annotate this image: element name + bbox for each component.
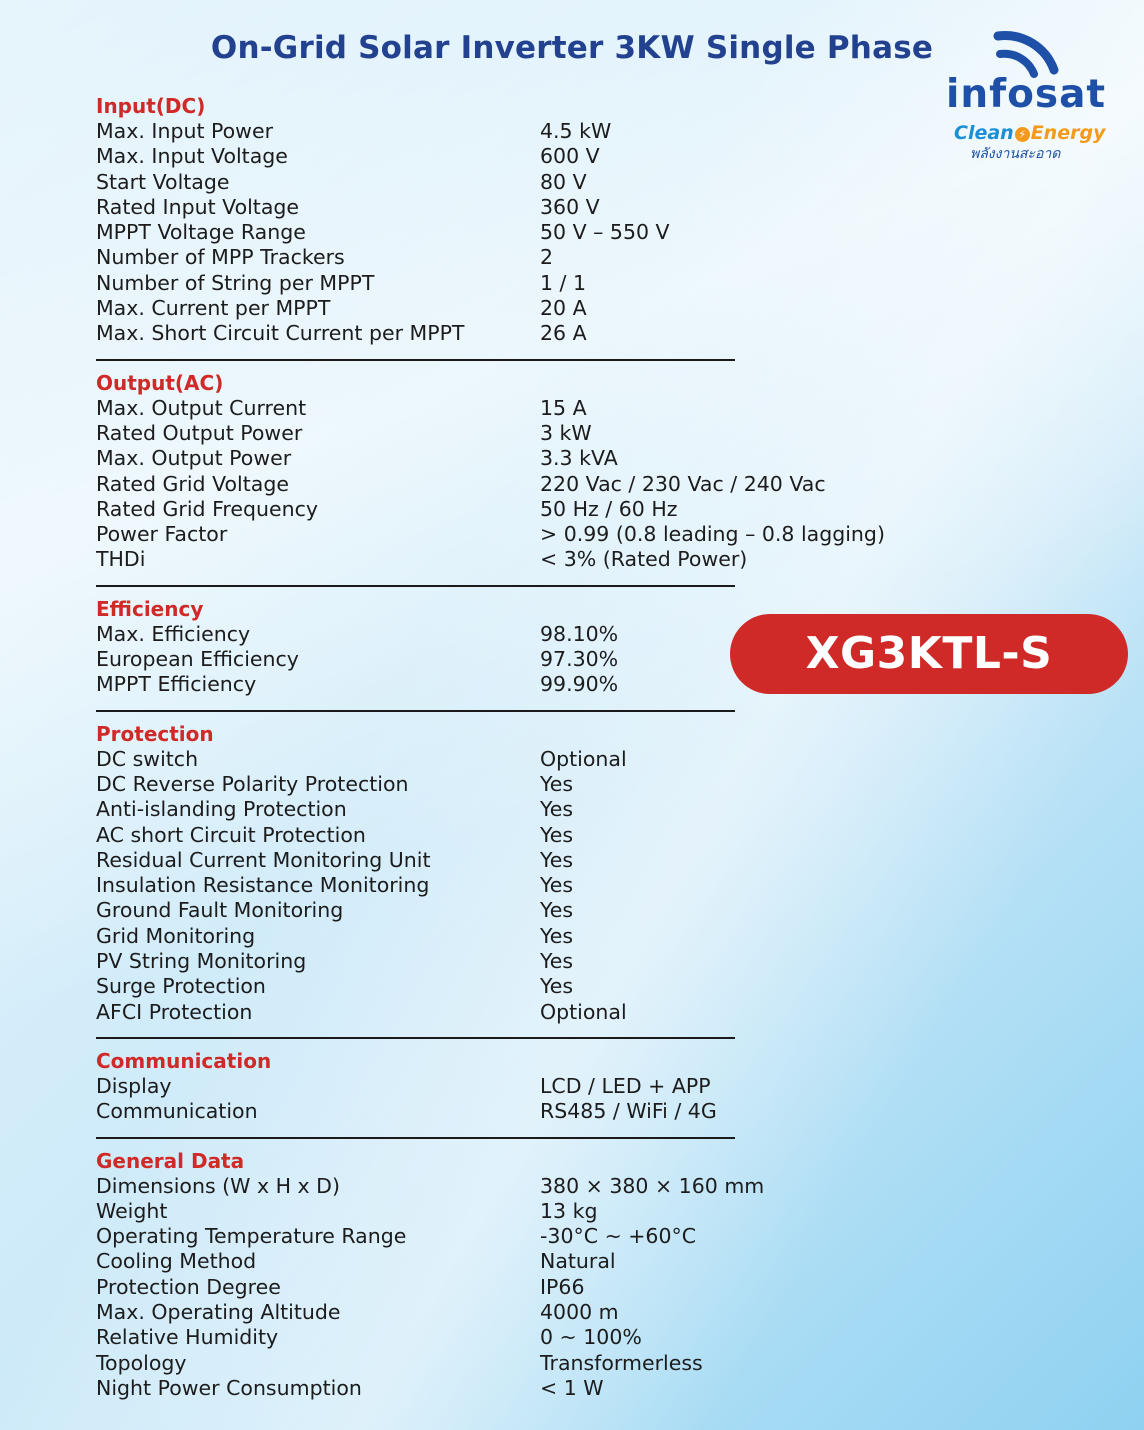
spec-label: Surge Protection <box>96 974 266 999</box>
section-title: Communication <box>96 1048 272 1073</box>
spec-label: Anti-islanding Protection <box>96 797 347 822</box>
spec-label: Number of String per MPPT <box>96 270 375 295</box>
spec-value: Yes <box>540 847 574 872</box>
section-divider <box>96 1037 735 1039</box>
spec-value: 97.30% <box>540 647 619 672</box>
spec-value: 360 V <box>540 194 600 219</box>
section-divider <box>96 1137 735 1139</box>
spec-row <box>96 497 896 522</box>
spec-value: 80 V <box>540 169 587 194</box>
spec-label: THDi <box>96 547 146 572</box>
spec-value: 380 × 380 × 160 mm <box>540 1173 765 1198</box>
spec-value: 15 A <box>540 395 587 420</box>
spec-row <box>96 472 896 497</box>
spec-label: Dimensions (W x H x D) <box>96 1173 340 1198</box>
spec-row <box>96 1099 896 1124</box>
spec-row <box>96 949 896 974</box>
spec-label: Max. Output Current <box>96 395 307 420</box>
spec-value: > 0.99 (0.8 leading – 0.8 lagging) <box>540 522 885 547</box>
spec-value: < 3% (Rated Power) <box>540 547 748 572</box>
spec-label: Display <box>96 1073 172 1098</box>
spec-row <box>96 522 896 547</box>
spec-label: DC switch <box>96 746 199 771</box>
spec-label: Operating Temperature Range <box>96 1224 407 1249</box>
spec-value: Yes <box>540 949 574 974</box>
spec-row <box>96 797 896 822</box>
spec-label: Relative Humidity <box>96 1325 279 1350</box>
spec-row <box>96 396 896 421</box>
spec-value: 20 A <box>540 296 587 321</box>
spec-label: Topology <box>96 1350 187 1375</box>
spec-label: MPPT Efficiency <box>96 672 257 697</box>
spec-label: Max. Output Power <box>96 446 292 471</box>
spec-value: IP66 <box>540 1274 585 1299</box>
logo-tagline-energy: Energy <box>1030 122 1106 144</box>
spec-value: Optional <box>540 999 627 1024</box>
spec-label: Number of MPP Trackers <box>96 245 345 270</box>
spec-row <box>96 1351 896 1376</box>
spec-row <box>96 144 896 169</box>
spec-value: 3.3 kVA <box>540 446 618 471</box>
spec-value: Yes <box>540 974 574 999</box>
spec-row <box>96 848 896 873</box>
spec-label: PV String Monitoring <box>96 949 307 974</box>
spec-row <box>96 547 896 572</box>
spec-value: 4.5 kW <box>540 119 612 143</box>
spec-row <box>96 1275 896 1300</box>
spec-label: Rated Grid Frequency <box>96 496 318 521</box>
spec-value: 26 A <box>540 321 587 346</box>
spec-row <box>96 898 896 923</box>
spec-value: LCD / LED + APP <box>540 1073 711 1098</box>
spec-value: 50 Hz / 60 Hz <box>540 496 678 521</box>
spec-label: DC Reverse Polarity Protection <box>96 771 409 796</box>
spec-row <box>96 1376 896 1401</box>
spec-label: Residual Current Monitoring Unit <box>96 847 431 872</box>
spec-row <box>96 220 896 245</box>
spec-section <box>96 721 896 1025</box>
spec-row <box>96 170 896 195</box>
spec-value: 3 kW <box>540 420 592 445</box>
spec-value: 50 V – 550 V <box>540 220 670 245</box>
spec-label: Weight <box>96 1198 168 1223</box>
spec-row <box>96 1199 896 1224</box>
spec-label: Max. Input Voltage <box>96 144 288 169</box>
spec-value: Transformerless <box>540 1350 703 1375</box>
logo-tagline-clean: Clean <box>954 122 1014 144</box>
spec-row <box>96 271 896 296</box>
spec-row <box>96 823 896 848</box>
spec-value: RS485 / WiFi / 4G <box>540 1099 717 1124</box>
section-title: Efficiency <box>96 596 204 621</box>
spec-value: 220 Vac / 230 Vac / 240 Vac <box>540 471 826 496</box>
spec-label: Max. Efficiency <box>96 621 251 646</box>
section-divider <box>96 359 735 361</box>
spec-row <box>96 924 896 949</box>
spec-label: Max. Short Circuit Current per MPPT <box>96 321 465 346</box>
spec-label: Rated Grid Voltage <box>96 471 289 496</box>
spec-section <box>96 1048 896 1125</box>
spec-value: 1 / 1 <box>540 270 587 295</box>
spec-row <box>96 772 896 797</box>
spec-label: AC short Circuit Protection <box>96 822 366 847</box>
spec-value: < 1 W <box>540 1375 604 1400</box>
section-title: Protection <box>96 721 214 746</box>
spec-section <box>96 93 896 347</box>
section-title: General Data <box>96 1148 245 1173</box>
spec-row <box>96 245 896 270</box>
model-badge: XG3KTL-S <box>730 614 1128 694</box>
spec-label: Ground Fault Monitoring <box>96 898 344 923</box>
spec-label: Max. Operating Altitude <box>96 1299 341 1324</box>
spec-row <box>96 974 896 999</box>
spec-value: Yes <box>540 822 574 847</box>
spec-label: Night Power Consumption <box>96 1375 362 1400</box>
spec-value: Optional <box>540 746 627 771</box>
spec-value: 0 ~ 100% <box>540 1325 642 1350</box>
spec-label: Rated Input Voltage <box>96 194 300 219</box>
spec-label: Grid Monitoring <box>96 923 256 948</box>
spec-value: -30°C ~ +60°C <box>540 1224 697 1249</box>
infosat-logo <box>940 26 1120 166</box>
spec-row <box>96 119 896 144</box>
spec-value: 99.90% <box>540 672 619 697</box>
spec-label: Max. Input Power <box>96 119 273 143</box>
spec-label: Cooling Method <box>96 1249 257 1274</box>
spec-label: MPPT Voltage Range <box>96 220 306 245</box>
logo-tagline <box>954 122 1105 144</box>
spec-label: Start Voltage <box>96 169 230 194</box>
spec-row <box>96 296 896 321</box>
spec-label: AFCI Protection <box>96 999 253 1024</box>
spec-row <box>96 1074 896 1099</box>
spec-row <box>96 1325 896 1350</box>
bolt-icon: ⚡ <box>1015 127 1030 142</box>
logo-tagline-thai: พลังงานสะอาด <box>970 146 1061 162</box>
spec-value: Yes <box>540 923 574 948</box>
spec-value: 600 V <box>540 144 600 169</box>
spec-row <box>96 1174 896 1199</box>
page-title: On-Grid Solar Inverter 3KW Single Phase <box>210 30 934 66</box>
spec-table <box>96 93 896 1401</box>
spec-row <box>96 421 896 446</box>
spec-value: 2 <box>540 245 554 270</box>
spec-row <box>96 1249 896 1274</box>
spec-label: Rated Output Power <box>96 420 303 445</box>
spec-section <box>96 1148 896 1402</box>
spec-value: 4000 m <box>540 1299 619 1324</box>
logo-brand: infosat <box>946 72 1107 117</box>
spec-row <box>96 195 896 220</box>
spec-value: Natural <box>540 1249 616 1274</box>
spec-value: Yes <box>540 771 574 796</box>
spec-row <box>96 1224 896 1249</box>
spec-row <box>96 747 896 772</box>
spec-label: Protection Degree <box>96 1274 281 1299</box>
spec-label: Max. Current per MPPT <box>96 296 331 321</box>
section-title: Output(AC) <box>96 370 224 395</box>
spec-row <box>96 1300 896 1325</box>
spec-row <box>96 321 896 346</box>
spec-label: Insulation Resistance Monitoring <box>96 873 430 898</box>
spec-row <box>96 1000 896 1025</box>
spec-value: Yes <box>540 873 574 898</box>
spec-value: Yes <box>540 898 574 923</box>
spec-section <box>96 370 896 573</box>
section-title: Input(DC) <box>96 94 206 118</box>
spec-row <box>96 446 896 471</box>
spec-label: European Efficiency <box>96 647 299 672</box>
spec-label: Power Factor <box>96 522 228 547</box>
section-divider <box>96 585 735 587</box>
section-divider <box>96 710 735 712</box>
spec-value: 13 kg <box>540 1198 598 1223</box>
spec-value: Yes <box>540 797 574 822</box>
spec-value: 98.10% <box>540 621 619 646</box>
spec-row <box>96 873 896 898</box>
spec-label: Communication <box>96 1099 258 1124</box>
